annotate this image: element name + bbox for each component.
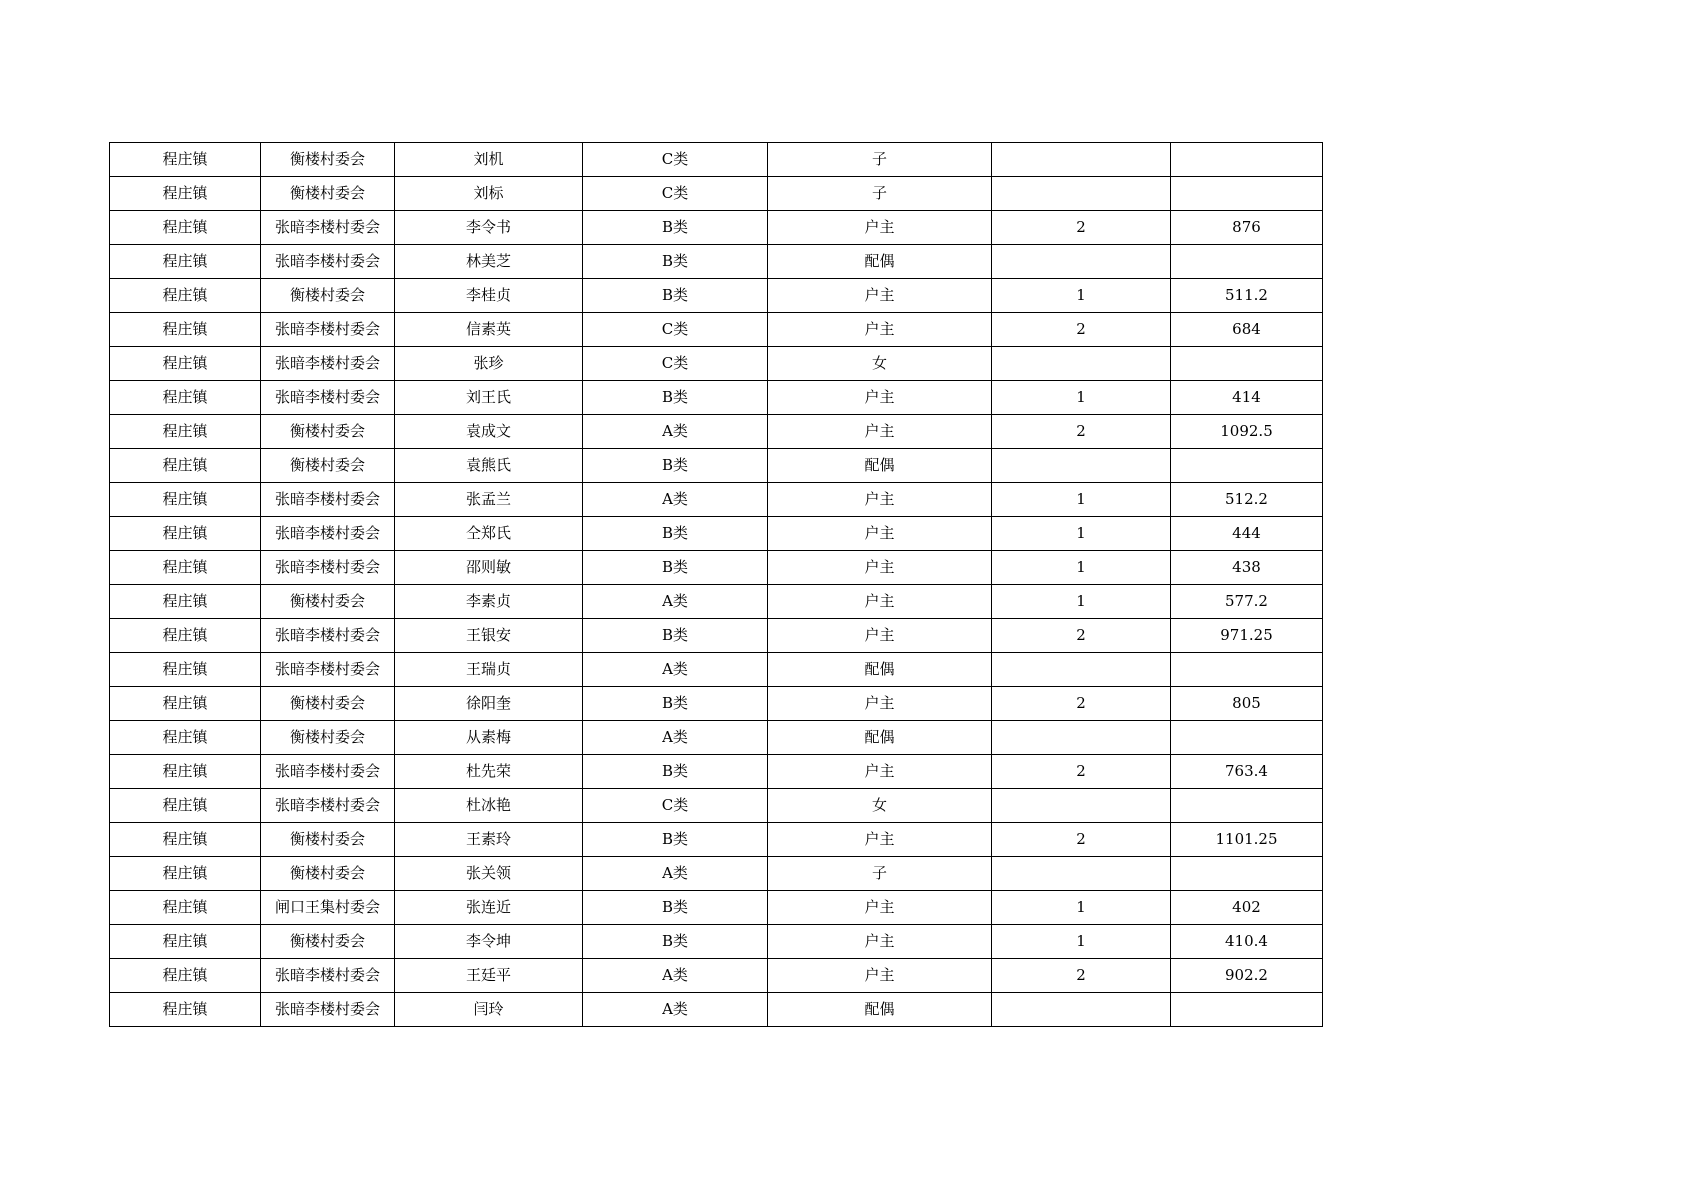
table-row — [110, 211, 1323, 245]
name-cell: 张连近 — [395, 891, 583, 925]
village-committee-cell: 张暗李楼村委会 — [261, 211, 395, 245]
household-size-cell: 1 — [992, 483, 1171, 517]
table-row — [110, 993, 1323, 1027]
village-committee-cell: 衡楼村委会 — [261, 823, 395, 857]
household-size-cell — [992, 143, 1171, 177]
town-cell: 程庄镇 — [110, 517, 261, 551]
relation-cell: 户主 — [768, 823, 992, 857]
relation-cell: 户主 — [768, 891, 992, 925]
relation-cell: 户主 — [768, 585, 992, 619]
table-row — [110, 517, 1323, 551]
household-size-cell — [992, 721, 1171, 755]
household-size-cell: 1 — [992, 891, 1171, 925]
name-cell: 王廷平 — [395, 959, 583, 993]
table-row — [110, 857, 1323, 891]
relation-cell: 配偶 — [768, 449, 992, 483]
amount-cell — [1171, 449, 1323, 483]
household-size-cell — [992, 245, 1171, 279]
household-size-cell: 1 — [992, 585, 1171, 619]
amount-cell — [1171, 721, 1323, 755]
town-cell: 程庄镇 — [110, 687, 261, 721]
amount-cell: 971.25 — [1171, 619, 1323, 653]
category-cell: C类 — [583, 347, 768, 381]
town-cell: 程庄镇 — [110, 483, 261, 517]
name-cell: 刘王氏 — [395, 381, 583, 415]
town-cell: 程庄镇 — [110, 177, 261, 211]
relation-cell: 户主 — [768, 517, 992, 551]
village-committee-cell: 衡楼村委会 — [261, 585, 395, 619]
household-size-cell — [992, 857, 1171, 891]
name-cell: 袁熊氏 — [395, 449, 583, 483]
household-size-cell: 1 — [992, 551, 1171, 585]
table-row — [110, 687, 1323, 721]
town-cell: 程庄镇 — [110, 891, 261, 925]
town-cell: 程庄镇 — [110, 585, 261, 619]
category-cell: C类 — [583, 313, 768, 347]
amount-cell: 805 — [1171, 687, 1323, 721]
category-cell: B类 — [583, 823, 768, 857]
table-row — [110, 415, 1323, 449]
village-committee-cell: 张暗李楼村委会 — [261, 483, 395, 517]
table-row — [110, 755, 1323, 789]
table-row — [110, 585, 1323, 619]
amount-cell: 763.4 — [1171, 755, 1323, 789]
amount-cell — [1171, 653, 1323, 687]
amount-cell: 512.2 — [1171, 483, 1323, 517]
table-row — [110, 619, 1323, 653]
relation-cell: 户主 — [768, 925, 992, 959]
category-cell: B类 — [583, 517, 768, 551]
amount-cell — [1171, 347, 1323, 381]
category-cell: A类 — [583, 857, 768, 891]
relation-cell: 配偶 — [768, 993, 992, 1027]
village-committee-cell: 衡楼村委会 — [261, 143, 395, 177]
name-cell: 刘标 — [395, 177, 583, 211]
table-row — [110, 245, 1323, 279]
village-committee-cell: 衡楼村委会 — [261, 721, 395, 755]
category-cell: B类 — [583, 619, 768, 653]
table-row — [110, 381, 1323, 415]
town-cell: 程庄镇 — [110, 755, 261, 789]
village-committee-cell: 张暗李楼村委会 — [261, 755, 395, 789]
household-size-cell: 1 — [992, 925, 1171, 959]
category-cell: B类 — [583, 891, 768, 925]
category-cell: A类 — [583, 415, 768, 449]
category-cell: B类 — [583, 551, 768, 585]
name-cell: 邵则敏 — [395, 551, 583, 585]
amount-cell: 438 — [1171, 551, 1323, 585]
household-size-cell — [992, 653, 1171, 687]
town-cell: 程庄镇 — [110, 415, 261, 449]
category-cell: A类 — [583, 721, 768, 755]
category-cell: B类 — [583, 381, 768, 415]
town-cell: 程庄镇 — [110, 653, 261, 687]
table-row — [110, 143, 1323, 177]
name-cell: 王银安 — [395, 619, 583, 653]
amount-cell: 444 — [1171, 517, 1323, 551]
name-cell: 闫玲 — [395, 993, 583, 1027]
name-cell: 李令书 — [395, 211, 583, 245]
table-row — [110, 959, 1323, 993]
relation-cell: 户主 — [768, 313, 992, 347]
name-cell: 张孟兰 — [395, 483, 583, 517]
town-cell: 程庄镇 — [110, 857, 261, 891]
relation-cell: 户主 — [768, 279, 992, 313]
household-size-cell: 2 — [992, 313, 1171, 347]
village-committee-cell: 衡楼村委会 — [261, 279, 395, 313]
town-cell: 程庄镇 — [110, 347, 261, 381]
relation-cell: 子 — [768, 177, 992, 211]
village-committee-cell: 衡楼村委会 — [261, 925, 395, 959]
amount-cell: 402 — [1171, 891, 1323, 925]
relation-cell: 女 — [768, 347, 992, 381]
town-cell: 程庄镇 — [110, 211, 261, 245]
village-committee-cell: 张暗李楼村委会 — [261, 517, 395, 551]
relation-cell: 配偶 — [768, 653, 992, 687]
table-row — [110, 823, 1323, 857]
table-row — [110, 279, 1323, 313]
village-committee-cell: 闸口王集村委会 — [261, 891, 395, 925]
village-committee-cell: 张暗李楼村委会 — [261, 347, 395, 381]
table-row — [110, 177, 1323, 211]
village-committee-cell: 张暗李楼村委会 — [261, 245, 395, 279]
amount-cell: 684 — [1171, 313, 1323, 347]
amount-cell — [1171, 993, 1323, 1027]
name-cell: 袁成文 — [395, 415, 583, 449]
name-cell: 从素梅 — [395, 721, 583, 755]
town-cell: 程庄镇 — [110, 143, 261, 177]
relation-cell: 户主 — [768, 211, 992, 245]
relation-cell: 配偶 — [768, 245, 992, 279]
relation-cell: 户主 — [768, 959, 992, 993]
village-committee-cell: 衡楼村委会 — [261, 687, 395, 721]
village-committee-cell: 张暗李楼村委会 — [261, 381, 395, 415]
village-committee-cell: 张暗李楼村委会 — [261, 789, 395, 823]
town-cell: 程庄镇 — [110, 619, 261, 653]
table-row — [110, 551, 1323, 585]
name-cell: 仝郑氏 — [395, 517, 583, 551]
town-cell: 程庄镇 — [110, 789, 261, 823]
amount-cell: 511.2 — [1171, 279, 1323, 313]
category-cell: A类 — [583, 585, 768, 619]
table-row — [110, 313, 1323, 347]
data-table — [109, 142, 1323, 1027]
amount-cell: 876 — [1171, 211, 1323, 245]
household-size-cell — [992, 789, 1171, 823]
relation-cell: 户主 — [768, 551, 992, 585]
category-cell: B类 — [583, 245, 768, 279]
village-committee-cell: 衡楼村委会 — [261, 449, 395, 483]
category-cell: A类 — [583, 993, 768, 1027]
category-cell: C类 — [583, 789, 768, 823]
village-committee-cell: 张暗李楼村委会 — [261, 313, 395, 347]
town-cell: 程庄镇 — [110, 823, 261, 857]
town-cell: 程庄镇 — [110, 721, 261, 755]
category-cell: A类 — [583, 483, 768, 517]
name-cell: 王素玲 — [395, 823, 583, 857]
name-cell: 张珍 — [395, 347, 583, 381]
name-cell: 王瑞贞 — [395, 653, 583, 687]
town-cell: 程庄镇 — [110, 959, 261, 993]
table-row — [110, 449, 1323, 483]
household-size-cell: 2 — [992, 755, 1171, 789]
amount-cell — [1171, 857, 1323, 891]
relation-cell: 女 — [768, 789, 992, 823]
household-size-cell: 1 — [992, 381, 1171, 415]
table-row — [110, 925, 1323, 959]
village-committee-cell: 张暗李楼村委会 — [261, 959, 395, 993]
table-row — [110, 891, 1323, 925]
amount-cell: 1101.25 — [1171, 823, 1323, 857]
relation-cell: 户主 — [768, 755, 992, 789]
category-cell: B类 — [583, 279, 768, 313]
relation-cell: 子 — [768, 857, 992, 891]
village-committee-cell: 张暗李楼村委会 — [261, 993, 395, 1027]
name-cell: 信素英 — [395, 313, 583, 347]
village-committee-cell: 衡楼村委会 — [261, 177, 395, 211]
relation-cell: 户主 — [768, 483, 992, 517]
table-row — [110, 483, 1323, 517]
town-cell: 程庄镇 — [110, 925, 261, 959]
amount-cell — [1171, 789, 1323, 823]
household-size-cell: 2 — [992, 415, 1171, 449]
village-committee-cell: 衡楼村委会 — [261, 415, 395, 449]
amount-cell: 414 — [1171, 381, 1323, 415]
relation-cell: 户主 — [768, 381, 992, 415]
household-size-cell — [992, 347, 1171, 381]
relation-cell: 子 — [768, 143, 992, 177]
table-row — [110, 347, 1323, 381]
household-size-cell: 2 — [992, 211, 1171, 245]
table-row — [110, 789, 1323, 823]
name-cell: 李令坤 — [395, 925, 583, 959]
town-cell: 程庄镇 — [110, 313, 261, 347]
household-size-cell: 1 — [992, 279, 1171, 313]
town-cell: 程庄镇 — [110, 279, 261, 313]
town-cell: 程庄镇 — [110, 993, 261, 1027]
amount-cell — [1171, 143, 1323, 177]
household-size-cell — [992, 993, 1171, 1027]
household-size-cell: 2 — [992, 823, 1171, 857]
name-cell: 刘机 — [395, 143, 583, 177]
category-cell: B类 — [583, 211, 768, 245]
name-cell: 徐阳奎 — [395, 687, 583, 721]
village-committee-cell: 张暗李楼村委会 — [261, 551, 395, 585]
amount-cell: 1092.5 — [1171, 415, 1323, 449]
amount-cell: 902.2 — [1171, 959, 1323, 993]
name-cell: 李桂贞 — [395, 279, 583, 313]
category-cell: C类 — [583, 177, 768, 211]
category-cell: B类 — [583, 925, 768, 959]
relation-cell: 户主 — [768, 619, 992, 653]
household-size-cell: 2 — [992, 959, 1171, 993]
household-size-cell: 2 — [992, 687, 1171, 721]
amount-cell: 577.2 — [1171, 585, 1323, 619]
town-cell: 程庄镇 — [110, 551, 261, 585]
name-cell: 杜先荣 — [395, 755, 583, 789]
town-cell: 程庄镇 — [110, 381, 261, 415]
town-cell: 程庄镇 — [110, 449, 261, 483]
town-cell: 程庄镇 — [110, 245, 261, 279]
relation-cell: 配偶 — [768, 721, 992, 755]
name-cell: 李素贞 — [395, 585, 583, 619]
category-cell: B类 — [583, 687, 768, 721]
category-cell: C类 — [583, 143, 768, 177]
household-size-cell: 1 — [992, 517, 1171, 551]
household-size-cell — [992, 449, 1171, 483]
relation-cell: 户主 — [768, 415, 992, 449]
amount-cell — [1171, 245, 1323, 279]
table-row — [110, 653, 1323, 687]
category-cell: B类 — [583, 755, 768, 789]
village-committee-cell: 衡楼村委会 — [261, 857, 395, 891]
amount-cell — [1171, 177, 1323, 211]
name-cell: 杜冰艳 — [395, 789, 583, 823]
relation-cell: 户主 — [768, 687, 992, 721]
name-cell: 林美芝 — [395, 245, 583, 279]
category-cell: A类 — [583, 653, 768, 687]
village-committee-cell: 张暗李楼村委会 — [261, 619, 395, 653]
village-committee-cell: 张暗李楼村委会 — [261, 653, 395, 687]
household-size-cell: 2 — [992, 619, 1171, 653]
category-cell: A类 — [583, 959, 768, 993]
name-cell: 张关领 — [395, 857, 583, 891]
household-size-cell — [992, 177, 1171, 211]
table-body — [110, 143, 1323, 1027]
category-cell: B类 — [583, 449, 768, 483]
table-row — [110, 721, 1323, 755]
amount-cell: 410.4 — [1171, 925, 1323, 959]
